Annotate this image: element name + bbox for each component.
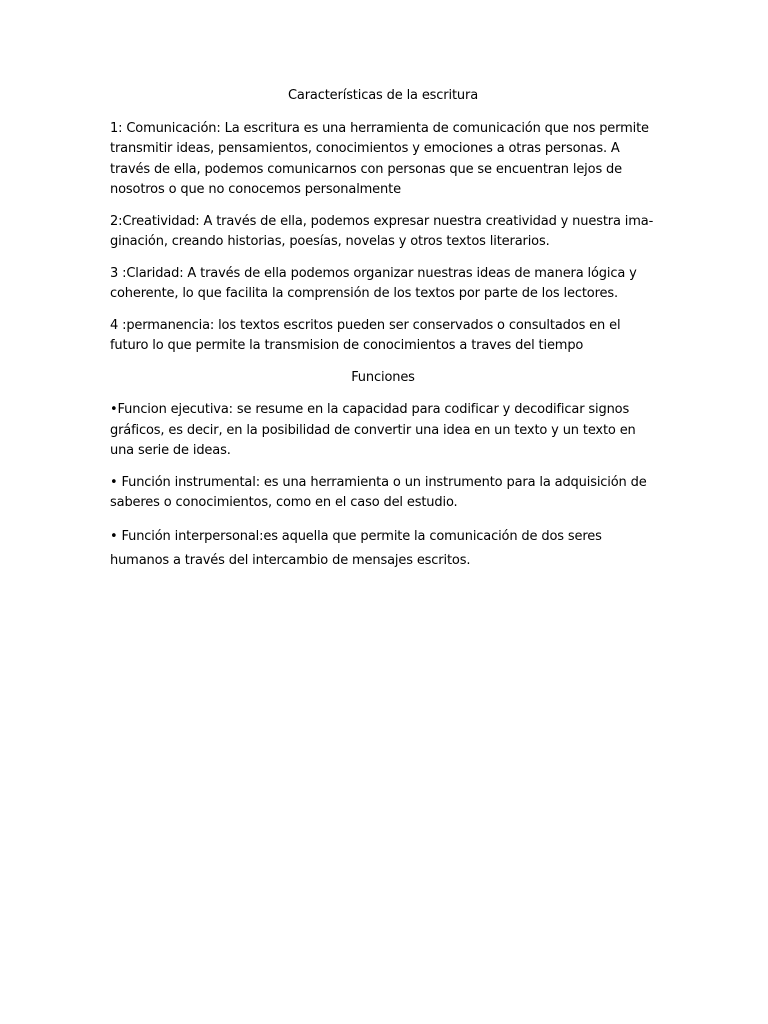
document-body bbox=[110, 86, 656, 584]
paragraph-claridad: 3 :Claridad: A través de ella podemos organizar nuestras ideas de manera lógica y coherente, lo que facilita la comprensión de los textos por parte de los lectores. bbox=[110, 265, 637, 301]
function-instrumental: • Función instrumental: es una herramienta o un instrumento para la adquisición de saberes o conocimientos, como en el caso del estudio. bbox=[110, 474, 647, 510]
function-interpersonal: • Función interpersonal:es aquella que permite la comunicación de dos seres humanos a través del intercambio de mensajes escritos. bbox=[110, 528, 602, 568]
paragraph-creatividad: 2:Creatividad: A través de ella, podemos expresar nuestra creatividad y nuestra ima-ginación, creando historias, poesías, novelas y otros textos literarios. bbox=[110, 213, 654, 249]
function-ejecutiva: •Funcion ejecutiva: se resume en la capacidad para codificar y decodificar signos gráficos, es decir, en la posibilidad de convertir una idea en un texto y un texto en una serie de ideas. bbox=[110, 402, 636, 458]
document-title: Características de la escritura bbox=[287, 88, 479, 103]
functions-heading: Funciones bbox=[351, 369, 415, 385]
paragraph-comunicacion: 1: Comunicación: La escritura es una herramienta de comunicación que nos permite transmitir ideas, pensamientos, conocimientos y emociones a otras personas. A través de ella, podemos comunicarnos con personas que se encuentran lejos de nosotros o que no conocemos personalmente bbox=[110, 120, 649, 197]
paragraph-permanencia: 4 :permanencia: los textos escritos pueden ser conservados o consultados en el futuro lo que permite la transmision de conocimientos a traves del tiempo bbox=[110, 317, 621, 353]
